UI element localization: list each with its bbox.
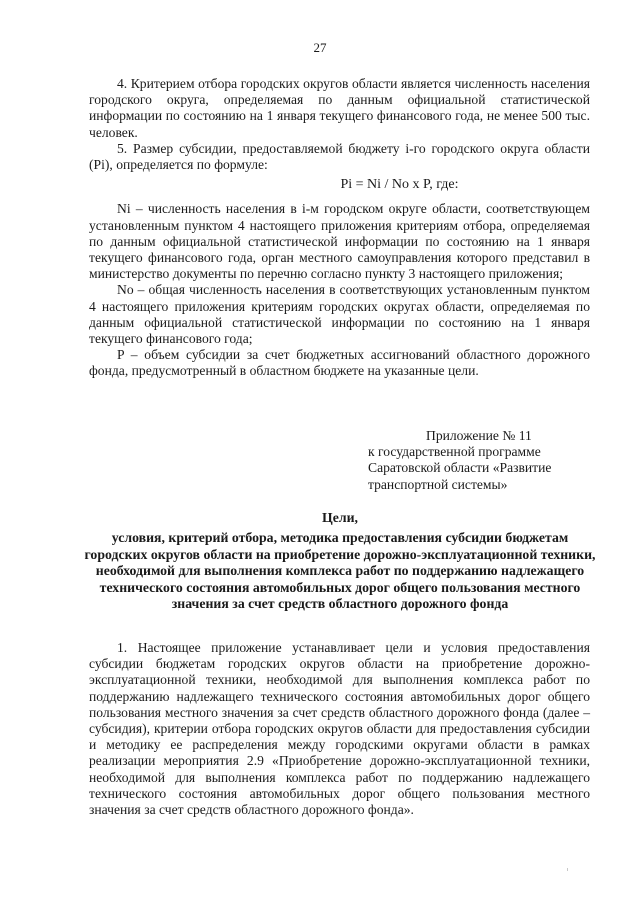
paragraph-5: 5. Размер субсидии, предоставляемой бюджету i-го городского округа области (Pi), определяется по формуле: <box>89 140 590 173</box>
heading-title: Цели, <box>322 510 358 525</box>
criteria-section <box>89 76 590 380</box>
heading-subtitle: условия, критерий отбора, методика предоставления субсидии бюджетам городских округов области на приобретение дорожно-эксплуатационной техники, необходимой для выполнения комплекса работ по поддержанию надлежащего технического состояния автомобильных дорог общего пользования местного значения за счет средств областного дорожного фонда <box>84 530 596 612</box>
subsidy-formula: Pi = Ni / No х P, где: <box>340 177 459 193</box>
appendix-number: Приложение № 11 <box>426 428 532 443</box>
scan-artifact <box>567 868 568 871</box>
page-number: 27 <box>313 40 327 55</box>
appendix-body <box>89 640 590 818</box>
paragraph-4: 4. Критерием отбора городских округов области является численность населения городского округа, определяемая по данным официальной статистической информации по состоянию на 1 января текущего финансового года, не менее 500 тыс. человек. <box>89 76 590 140</box>
appendix-text: к государственной программе Саратовской области «Развитие транспортной системы» <box>368 444 552 492</box>
appendix-paragraph-1: 1. Настоящее приложение устанавливает цели и условия предоставления субсидии бюджетам городских округов области на приобретение дорожно-эксплуатационной техники, необходимой для выполнения комплекса работ по поддержанию надлежащего технического состояния автомобильных дорог общего пользования местного значения за счет средств областного дорожного фонда (далее – субсидия), критерии отбора городских округов области для предоставления субсидии и методику ее распределения между городскими округами области в рамках реализации мероприятия 2.9 «Приобретение дорожно-эксплуатационной техники, необходимой для выполнения комплекса работ по поддержанию надлежащего технического состояния автомобильных дорог общего пользования местного значения за счет средств областного дорожного фонда». <box>89 640 590 818</box>
definition-p: P – объем субсидии за счет бюджетных ассигнований областного дорожного фонда, предусмотренный в областном бюджете на указанные цели. <box>89 347 590 379</box>
appendix-note <box>368 428 590 493</box>
section-heading <box>80 510 600 612</box>
definition-ni: Ni – численность населения в i-м городском округе области, соответствующем установленным пунктом 4 настоящего приложения критериям отбора, определяемая по данным официальной статистической информации по состоянию на 1 января текущего финансового года, орган местного самоуправления которого представил в министерство документы по перечню согласно пункту 3 настоящего приложения; <box>89 201 590 282</box>
definition-no: No – общая численность населения в соответствующих установленным пунктом 4 настоящего приложения критериям городских округах области, определяемая по данным официальной статистической информации по состоянию на 1 января текущего финансового года; <box>89 282 590 347</box>
